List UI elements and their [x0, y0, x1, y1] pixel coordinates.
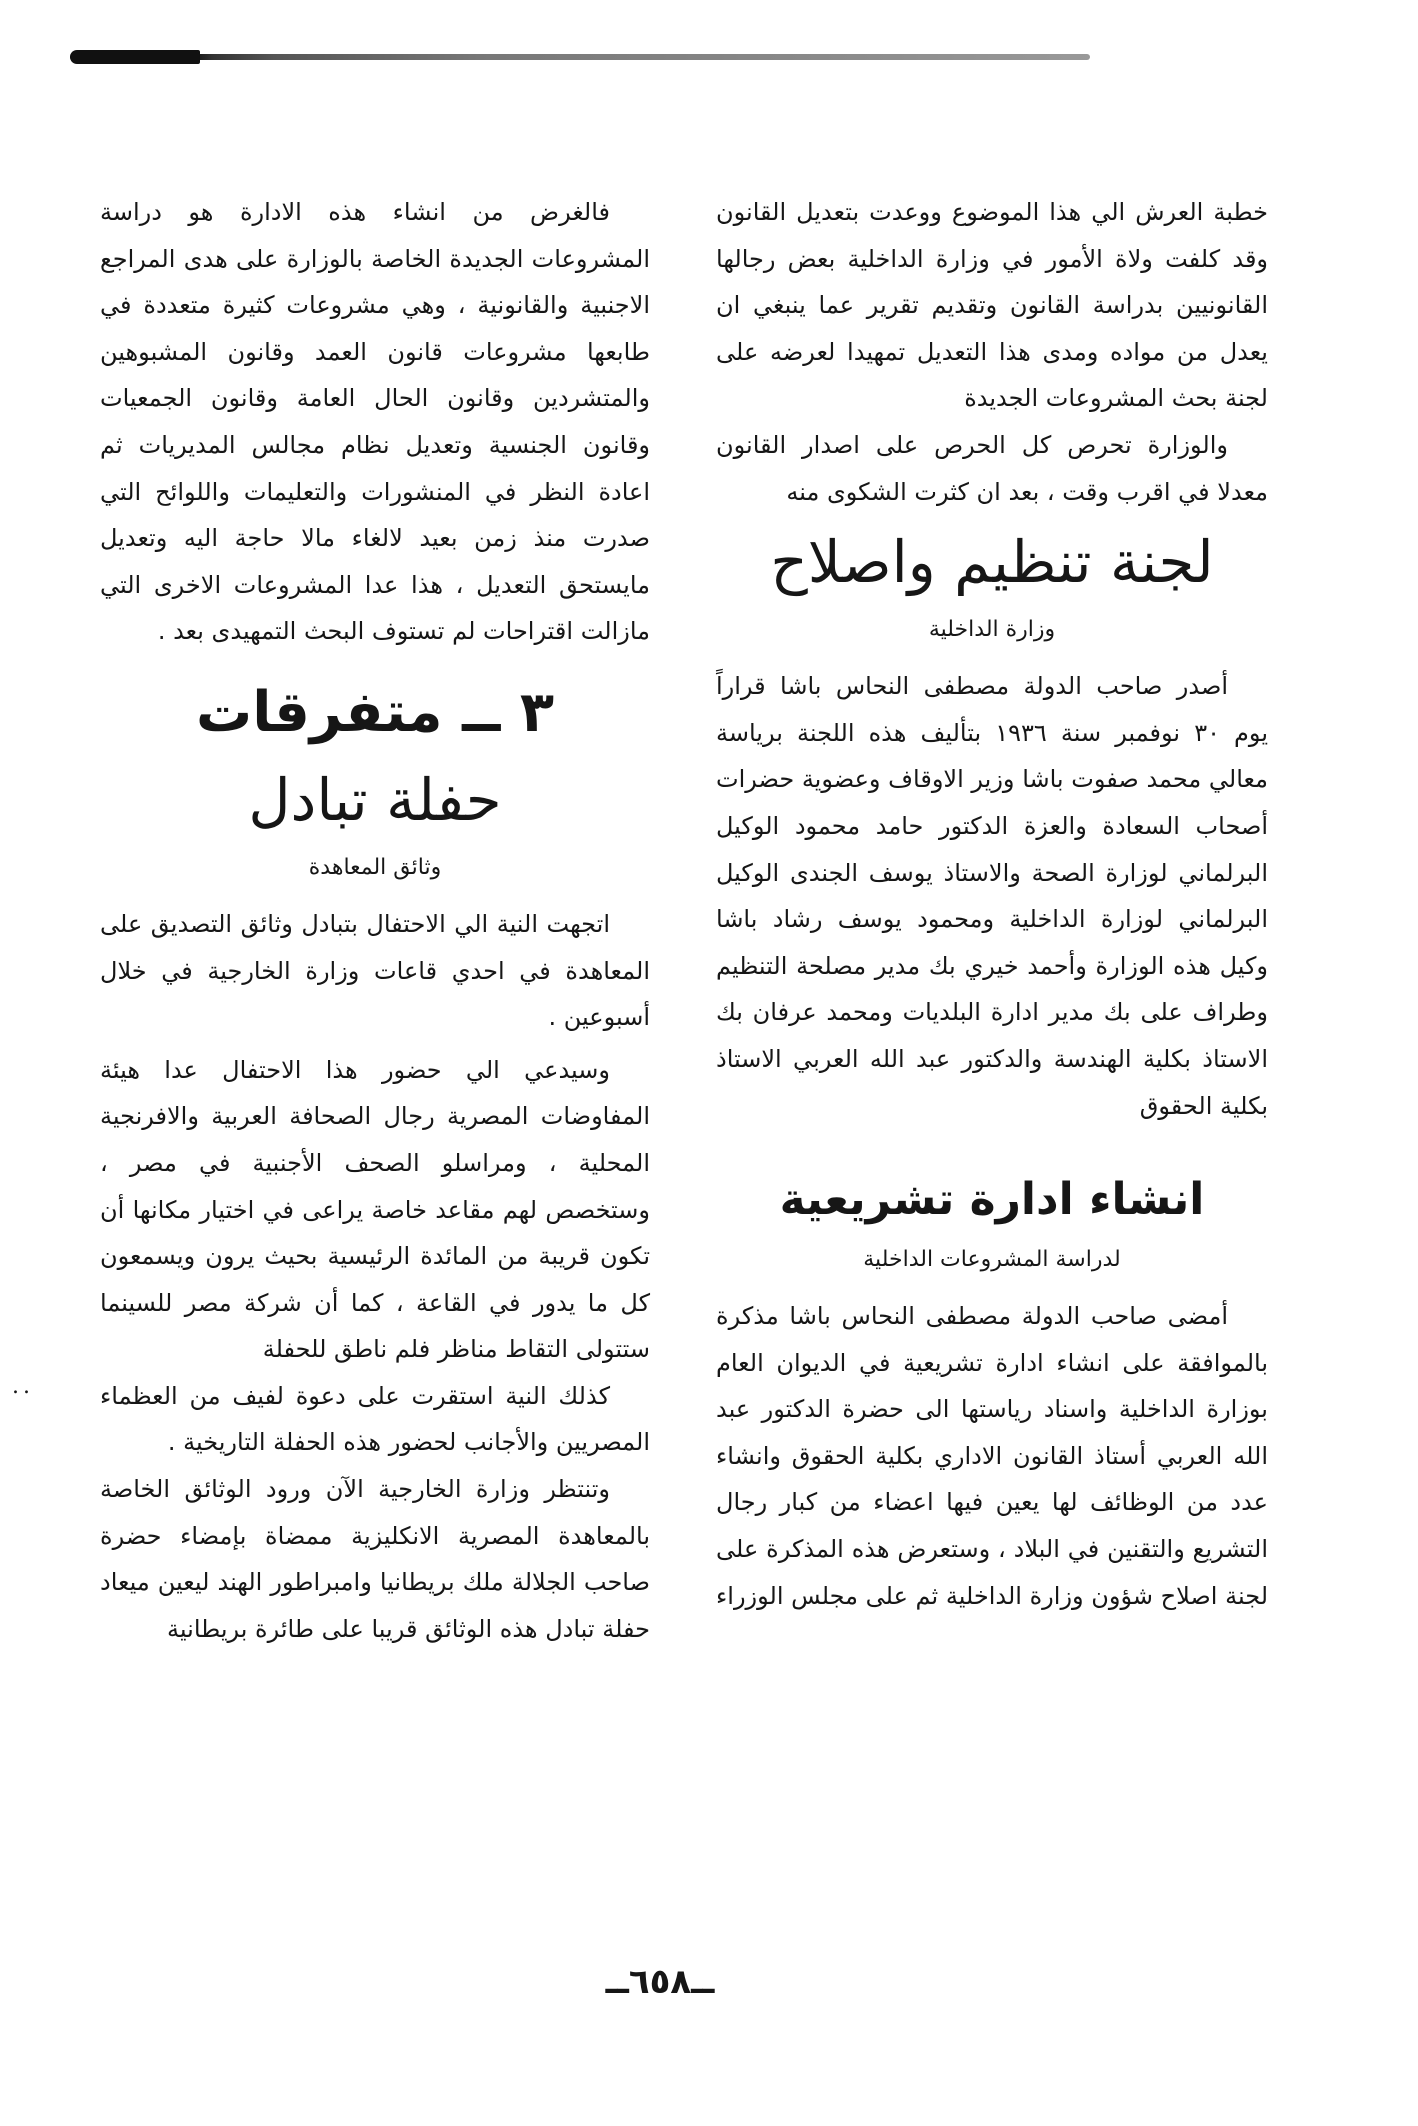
heading-ceremony: حفلة تبادل	[248, 765, 502, 834]
left-para-4: كذلك النية استقرت على دعوة لفيف من العظماء المصريين والأجانب لحضور هذه الحفلة التاريخية .	[100, 1381, 650, 1457]
left-para-5: وتنتظر وزارة الخارجية الآن ورود الوثائق الخاصة بالمعاهدة المصرية الانكليزية ممضاة بإمضاء حضرة صاحب الجلالة ملك بريطانيا وامبراطور الهند ليعين ميعاد حفلة تبادل هذه الوثائق قريبا على طائرة بريطانية	[100, 1475, 650, 1643]
heading-committee: لجنة تنظيم واصلاح	[770, 528, 1214, 597]
page-number: ــ٦٥٨ــ	[605, 1962, 715, 2002]
heading-legislative: انشاء ادارة تشريعية	[779, 1174, 1205, 1226]
right-para-4: أمضى صاحب الدولة مصطفى النحاس باشا مذكرة بالموافقة على انشاء ادارة تشريعية في الديوان العام بوزارة الداخلية واسناد رياستها الى حضرة الدكتور عبد الله العربي أستاذ القانون الاداري بكلية الحقوق وانشاء عدد من الوظائف لها يعين فيها اعضاء من كبار رجال التشريع والتقنين في البلاد ، وستعرض هذه المذكرة على لجنة اصلاح شؤون وزارة الداخلية ثم على مجلس الوزراء	[716, 1302, 1268, 1610]
right-para-1: خطبة العرش الي هذا الموضوع ووعدت بتعديل القانون وقد كلفت ولاة الأمور في وزارة الداخلية بعض رجالها القانونيين بدراسة القانون وتقديم تقرير عما ينبغي ان يعدل من مواده ومدى هذا التعديل تمهيدا لعرضه على لجنة بحث المشروعات الجديدة	[716, 198, 1268, 413]
subheading-treaty: وثائق المعاهدة	[308, 854, 442, 880]
left-para-3: وسيدعي الي حضور هذا الاحتفال عدا هيئة المفاوضات المصرية رجال الصحافة العربية والافرنجية المحلية ، ومراسلو الصحف الأجنبية في مصر ، وستخصص لهم مقاعد خاصة يراعى في اختيار مكانها أن تكون قريبة من المائدة الرئيسية بحيث يرون ويسمعون كل ما يدور في القاعة ، كما أن شركة مصر للسينما ستتولى التقاط مناظر فلم ناطق للحفلة	[100, 1055, 650, 1364]
right-para-3: أصدر صاحب الدولة مصطفى النحاس باشا قراراً يوم ٣٠ نوفمبر سنة ١٩٣٦ بتأليف هذه اللجنة برياسة معالي محمد صفوت باشا وزير الاوقاف وعضوية حضرات أصحاب السعادة والعزة الدكتور حامد محمود الوكيل البرلماني لوزارة الصحة والاستاذ يوسف الجندى الوكيل البرلماني لوزارة الداخلية ومحمود يوسف رشاد باشا وكيل هذه الوزارة وأحمد خيري بك مدير مصلحة التنظيم وطراف على بك مدير ادارة البلديات ومحمد عرفان بك الاستاذ بكلية الهندسة والدكتور عبد الله العربي الاستاذ بكلية الحقوق	[716, 672, 1268, 1120]
top-rule-accent	[70, 50, 200, 64]
margin-mark: ..	[12, 1374, 34, 1399]
heading-misc: ٣ ــ متفرقات	[195, 679, 555, 745]
left-para-1: فالغرض من انشاء هذه الادارة هو دراسة المشروعات الجديدة الخاصة بالوزارة على هدى المراجع الاجنبية والقانونية ، وهي مشروعات كثيرة متعددة في طابعها مشروعات قانون العمد وقانون المشبوهين والمتشردين وقانون الحال العامة وقانون الجمعيات وقانون الجنسية وتعديل نظام مجالس المديريات ثم اعادة النظر في المنشورات والتعليمات واللوائح التي صدرت منذ زمن بعيد لالغاء مالا حاجة اليه وتعديل مايستحق التعديل ، هذا عدا المشروعات الاخرى التي مازالت اقتراحات لم تستوف البحث التمهيدى بعد .	[100, 198, 650, 646]
left-para-2: اتجهت النية الي الاحتفال بتبادل وثائق التصديق على المعاهدة في احدي قاعات وزارة الخارجية في خلال أسبوعين .	[100, 909, 650, 1032]
subheading-legislative: لدراسة المشروعات الداخلية	[863, 1247, 1121, 1273]
right-column	[716, 189, 1268, 1619]
right-para-2: والوزارة تحرص كل الحرص على اصدار القانون معدلا في اقرب وقت ، بعد ان كثرت الشكوى منه	[716, 430, 1268, 506]
top-rule	[70, 54, 1090, 60]
left-column	[100, 189, 650, 1652]
subheading-ministry: وزارة الداخلية	[928, 617, 1056, 643]
